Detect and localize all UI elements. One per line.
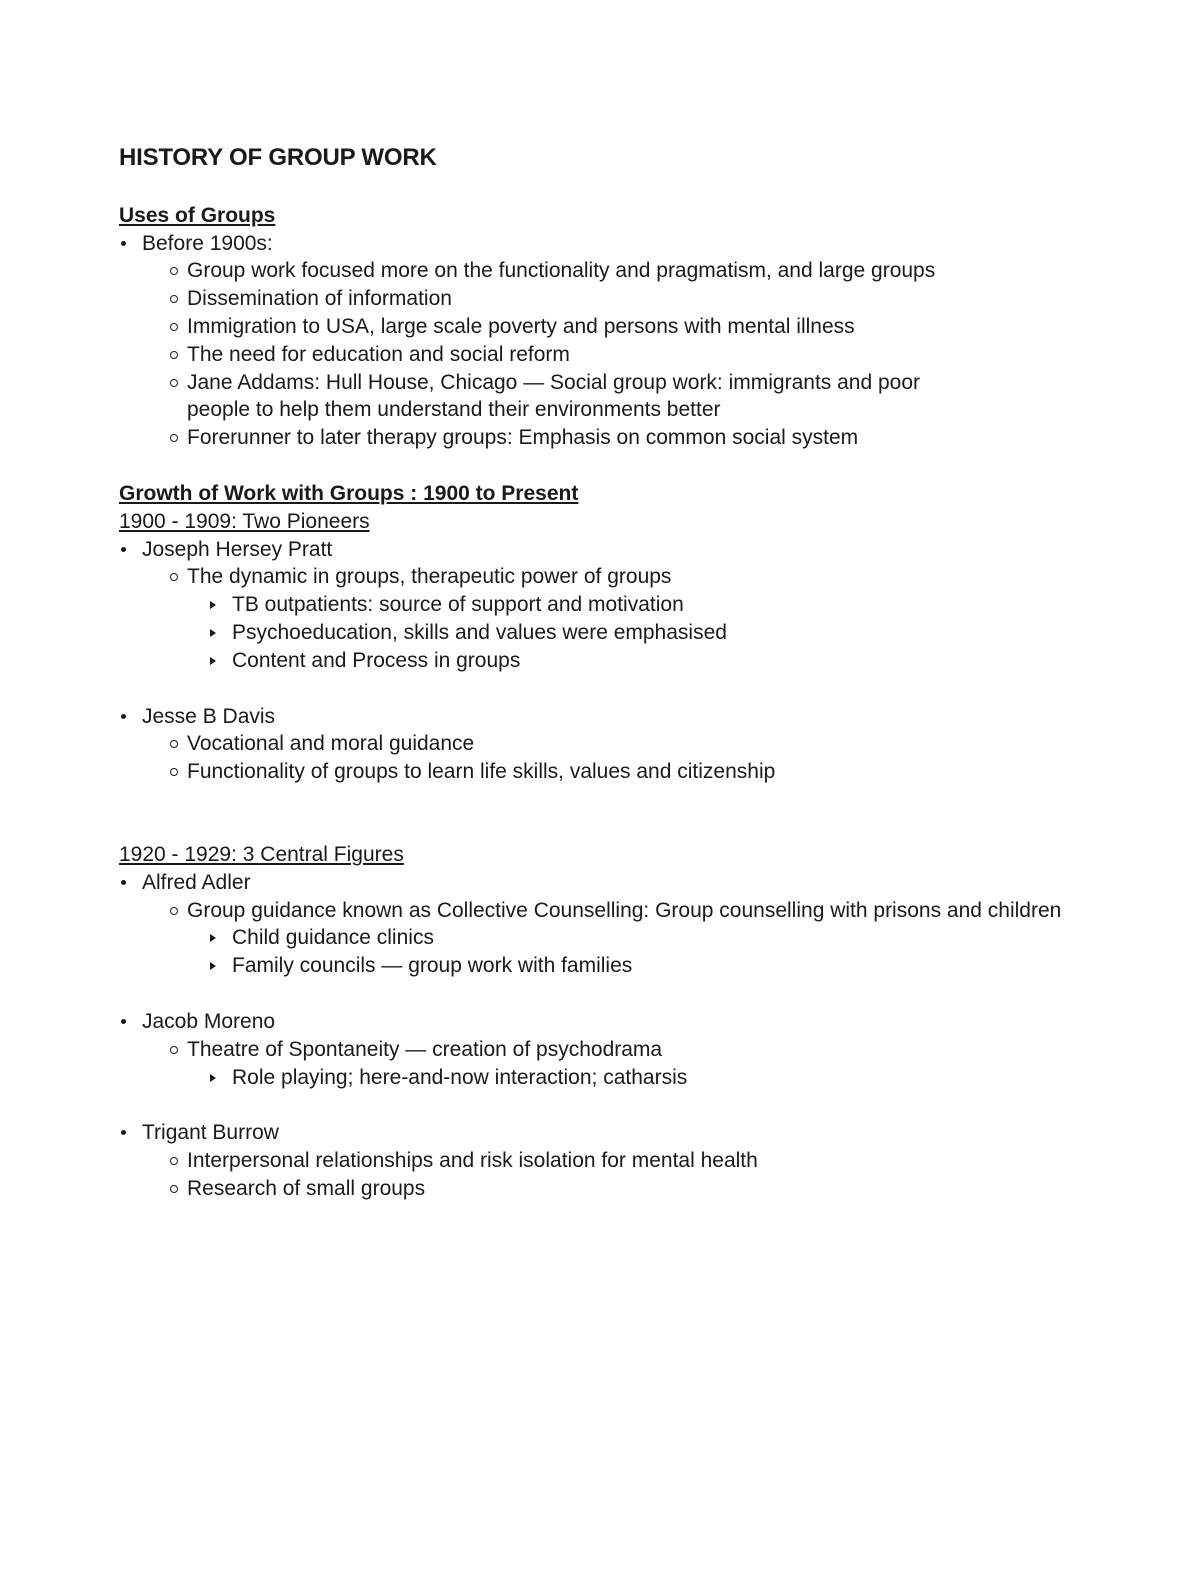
list-item xyxy=(119,591,1120,619)
spacer xyxy=(119,786,1120,841)
list-item-text: Group work focused more on the functionality and pragmatism, and large groups xyxy=(187,259,936,283)
bullet-circle-icon xyxy=(170,434,178,442)
list-item-text: Role playing; here-and-now interaction; catharsis xyxy=(232,1065,688,1089)
list-item-text: Group guidance known as Collective Counselling: Group counselling with prisons and children xyxy=(187,898,1062,922)
list-item-text: Jane Addams: Hull House, Chicago — Social group work: immigrants and poor people to help them understand their environments better xyxy=(187,370,921,422)
list-item-text: Forerunner to later therapy groups: Emphasis on common social system xyxy=(187,426,859,450)
list-item-text: Vocational and moral guidance xyxy=(187,732,475,756)
document-title: HISTORY OF GROUP WORK xyxy=(119,144,437,171)
list-item xyxy=(119,1008,1120,1036)
bullet-triangle-icon xyxy=(210,629,216,637)
list-item xyxy=(119,1119,1120,1147)
list-item xyxy=(119,230,1120,258)
list-item-text: Jesse B Davis xyxy=(142,704,276,728)
bullet-circle-icon xyxy=(170,573,178,581)
spacer xyxy=(119,452,1120,480)
list-item-text: The dynamic in groups, therapeutic power of groups xyxy=(187,565,672,589)
bullet-circle-icon xyxy=(170,351,178,359)
bullet-circle-icon xyxy=(170,1185,178,1193)
list-item-text: Family councils — group work with families xyxy=(232,954,633,978)
bullet-triangle-icon xyxy=(210,934,216,942)
list-item xyxy=(119,563,1120,591)
period-heading-1920: 1920 - 1929: 3 Central Figures xyxy=(119,842,404,866)
list-item xyxy=(119,897,1120,925)
bullet-dot-icon xyxy=(121,241,126,246)
list-item xyxy=(119,1036,1120,1064)
bullet-circle-icon xyxy=(170,1046,178,1054)
list-item-text: Trigant Burrow xyxy=(142,1121,279,1145)
list-item-text: Immigration to USA, large scale poverty and persons with mental illness xyxy=(187,314,855,338)
list-item xyxy=(119,285,1120,313)
list-item xyxy=(119,703,1120,731)
bullet-triangle-icon xyxy=(210,657,216,665)
bullet-dot-icon xyxy=(121,1019,126,1024)
spacer xyxy=(119,675,1120,703)
list-item xyxy=(119,952,1120,980)
list-item-text: Interpersonal relationships and risk isolation for mental health xyxy=(187,1149,758,1173)
list-item xyxy=(119,924,1120,952)
list-item-text: Theatre of Spontaneity — creation of psychodrama xyxy=(187,1037,663,1061)
bullet-circle-icon xyxy=(170,323,178,331)
list-item xyxy=(119,257,1120,285)
list-item xyxy=(119,730,1120,758)
bullet-triangle-icon xyxy=(210,962,216,970)
list-item-text: Dissemination of information xyxy=(187,287,452,311)
list-item-text: Child guidance clinics xyxy=(232,926,434,950)
list-item xyxy=(119,1064,1120,1092)
list-item-text: Jacob Moreno xyxy=(142,1009,276,1033)
list-item-text: Before 1900s: xyxy=(142,231,273,255)
bullet-circle-icon xyxy=(170,379,178,387)
bullet-triangle-icon xyxy=(210,601,216,609)
list-item-text: Joseph Hersey Pratt xyxy=(142,537,333,561)
list-item xyxy=(119,424,1120,452)
list-item xyxy=(119,619,1120,647)
bullet-dot-icon xyxy=(121,547,126,552)
list-item xyxy=(119,536,1120,564)
spacer xyxy=(119,980,1120,1008)
bullet-dot-icon xyxy=(121,714,126,719)
list-item-text: Content and Process in groups xyxy=(232,648,521,672)
list-item xyxy=(119,647,1120,675)
spacer xyxy=(119,1091,1120,1119)
list-item xyxy=(119,313,1120,341)
bullet-triangle-icon xyxy=(210,1074,216,1082)
list-item-text: Research of small groups xyxy=(187,1176,426,1200)
bullet-circle-icon xyxy=(170,267,178,275)
list-item-text: Functionality of groups to learn life skills, values and citizenship xyxy=(187,760,776,784)
bullet-circle-icon xyxy=(170,295,178,303)
bullet-circle-icon xyxy=(170,740,178,748)
list-item-text: Alfred Adler xyxy=(142,870,251,894)
section-heading-growth: Growth of Work with Groups : 1900 to Present xyxy=(119,481,579,505)
list-item xyxy=(119,758,1120,786)
list-item xyxy=(119,341,1120,369)
section-heading-uses: Uses of Groups xyxy=(119,203,276,227)
list-item-text: TB outpatients: source of support and motivation xyxy=(232,593,684,617)
bullet-dot-icon xyxy=(121,1130,126,1135)
list-item xyxy=(119,869,1120,897)
list-item xyxy=(119,1147,1120,1175)
bullet-circle-icon xyxy=(170,768,178,776)
bullet-circle-icon xyxy=(170,1157,178,1165)
bullet-circle-icon xyxy=(170,907,178,915)
list-item xyxy=(119,1175,1120,1203)
list-item-text: The need for education and social reform xyxy=(187,342,570,366)
list-item-text: Psychoeducation, skills and values were emphasised xyxy=(232,620,727,644)
list-item xyxy=(119,369,1120,425)
period-heading-1900: 1900 - 1909: Two Pioneers xyxy=(119,509,370,533)
bullet-dot-icon xyxy=(121,880,126,885)
